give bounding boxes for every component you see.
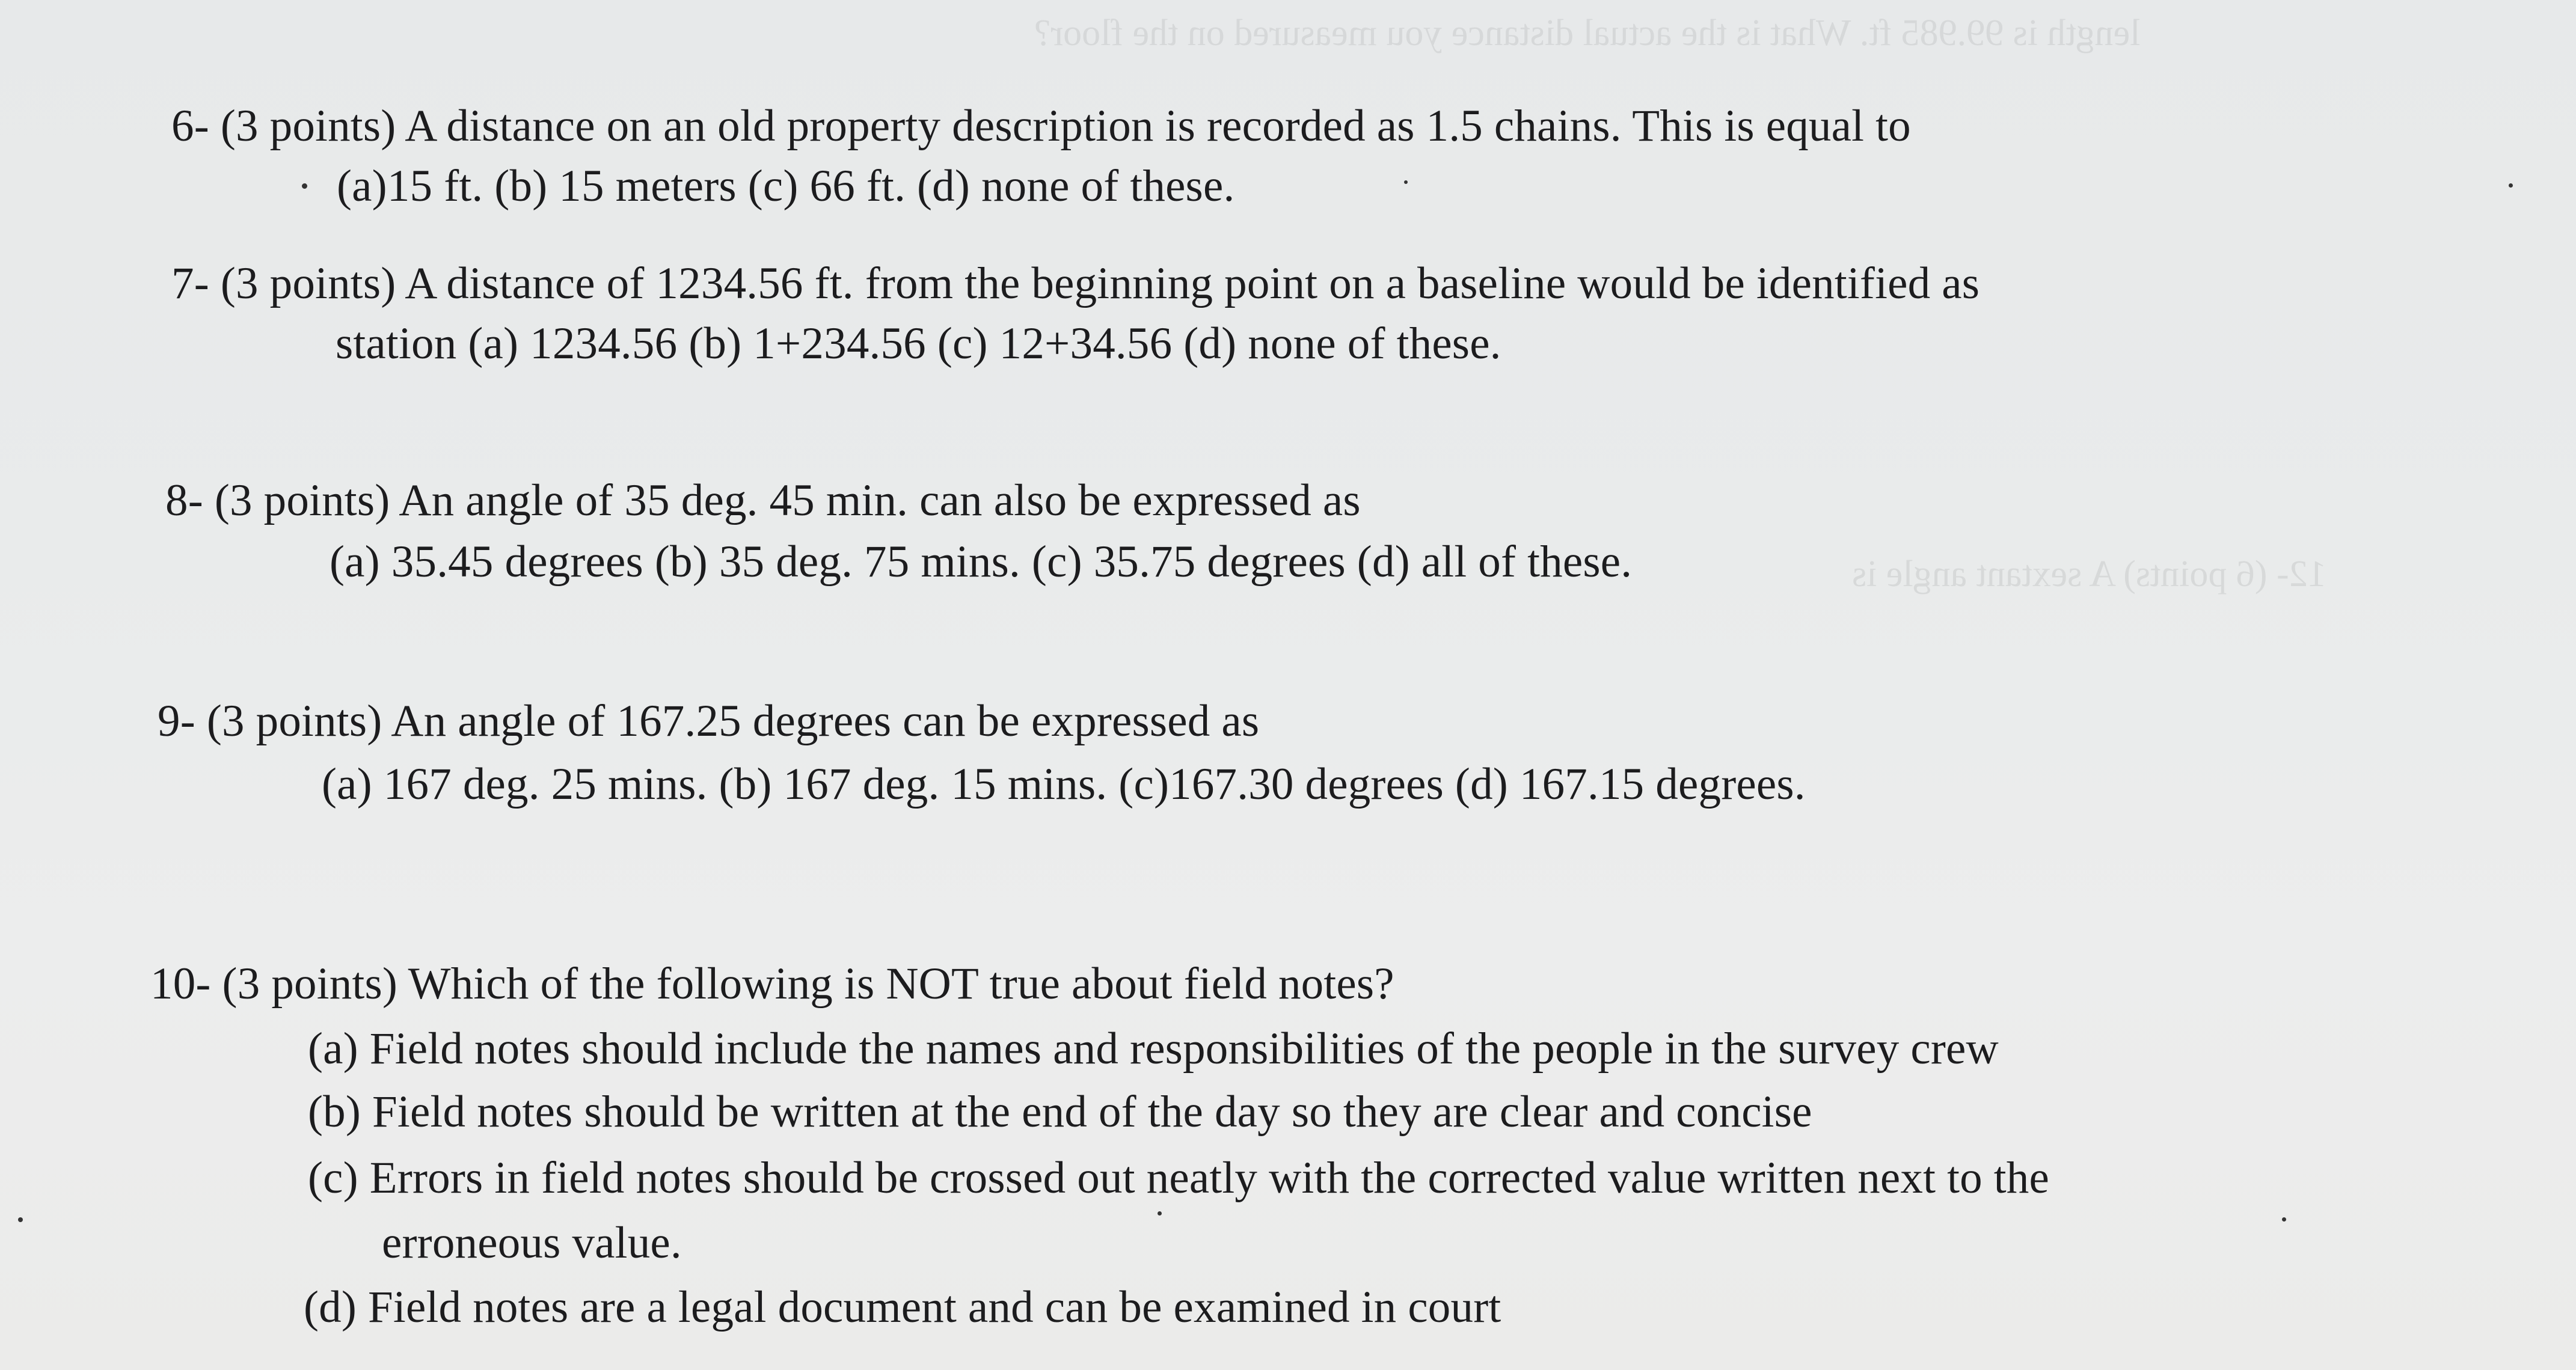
question-9-options: (a) 167 deg. 25 mins. (b) 167 deg. 15 mins. (c)167.30 degrees (d) 167.15 degrees.: [322, 759, 1806, 809]
question-10-option-b: (b) Field notes should be written at the end of the day so they are clear and concise: [308, 1087, 1812, 1137]
bleed-through-texture: length is 99.985 ft. What is the actual distance you measured on the floor?: [1034, 13, 2141, 54]
paper-speck: [2509, 183, 2513, 188]
paper-speck: [302, 183, 307, 189]
question-10-option-a: (a) Field notes should include the names and responsibilities of the people in the survey crew: [308, 1024, 1999, 1074]
question-9-stem: 9- (3 points) An angle of 167.25 degrees can be expressed as: [158, 696, 1260, 746]
paper-speck: [1404, 180, 1408, 184]
question-8-stem: 8- (3 points) An angle of 35 deg. 45 min. can also be expressed as: [165, 476, 1361, 525]
question-8-options: (a) 35.45 degrees (b) 35 deg. 75 mins. (c) 35.75 degrees (d) all of these.: [330, 537, 1633, 587]
paper-speck: [1158, 1211, 1162, 1216]
question-6-stem: 6- (3 points) A distance on an old property description is recorded as 1.5 chains. This is equal to: [171, 101, 1911, 151]
bleed-through-texture: 12- (6 points) A sextant angle is: [1852, 554, 2326, 595]
question-6-options: (a)15 ft. (b) 15 meters (c) 66 ft. (d) none of these.: [337, 161, 1235, 211]
question-7-stem: 7- (3 points) A distance of 1234.56 ft. from the beginning point on a baseline would be identified as: [171, 258, 1980, 308]
paper-speck: [2282, 1217, 2286, 1222]
question-10-stem: 10- (3 points) Which of the following is NOT true about field notes?: [150, 959, 1394, 1009]
question-10-option-d: (d) Field notes are a legal document and can be examined in court: [304, 1282, 1501, 1332]
paper-speck: [18, 1217, 23, 1222]
question-7-options: station (a) 1234.56 (b) 1+234.56 (c) 12+34.56 (d) none of these.: [336, 319, 1501, 368]
question-10-option-c-line-1: (c) Errors in field notes should be crossed out neatly with the corrected value written next to the: [308, 1153, 2049, 1203]
question-10-option-c-line-2: erroneous value.: [382, 1218, 682, 1268]
